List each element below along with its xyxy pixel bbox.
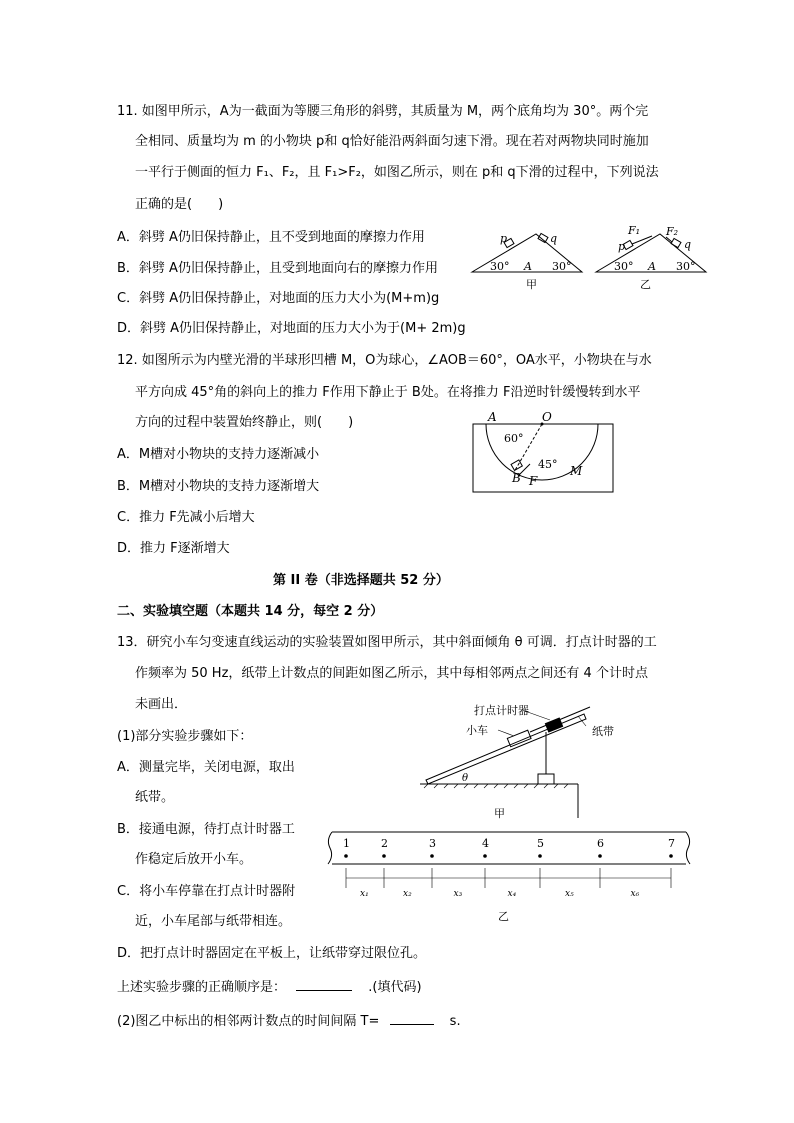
q11-figure-jia	[470, 222, 588, 292]
label-o: O	[542, 410, 552, 424]
label-angle-left: 30°	[614, 260, 634, 273]
q13-line-2: 作频率为 50 Hz，纸带上计数点的间距如图乙所示，其中每相邻两点之间还有 4 个计时点	[135, 666, 648, 681]
q13-step-c: C．将小车停靠在打点计时器附	[117, 884, 296, 899]
label-theta: θ	[462, 773, 469, 784]
q12-line-3: 方向的过程中装置始终静止，则( )	[135, 415, 354, 430]
q13-line-1: 13．研究小车匀变速直线运动的实验装置如图甲所示，其中斜面倾角 θ 可调．打点计时器的工	[117, 635, 657, 650]
interval-answer-blank[interactable]	[390, 1010, 434, 1025]
tape-point-label-7: 7	[668, 837, 675, 850]
segment-label-1: x₁	[360, 889, 369, 899]
label-angle-right: 30°	[552, 260, 572, 273]
tape-point-1	[344, 854, 348, 858]
q11-line-1: 11. 如图甲所示，A为一截面为等腰三角形的斜劈，其质量为 M，两个底角均为 30°。两个完	[117, 104, 649, 119]
segment-label-6: x₆	[630, 889, 640, 899]
car-pointer	[498, 730, 514, 736]
label-timer: 打点计时器	[474, 704, 529, 717]
label-a: A	[524, 260, 532, 273]
segment-label-2: x₂	[403, 889, 412, 899]
label-car: 小车	[466, 724, 488, 737]
caption-yi: 乙	[640, 278, 651, 291]
q13-step-b-cont: 作稳定后放开小车。	[135, 852, 253, 867]
caption-jia: 甲	[494, 807, 505, 820]
caption-jia: 甲	[526, 278, 537, 291]
label-f2: F₂	[666, 225, 679, 238]
label-p: p	[500, 232, 508, 245]
label-angle-left: 30°	[490, 260, 510, 273]
order-answer-blank[interactable]	[296, 976, 352, 991]
q13-order-question	[117, 976, 422, 997]
tape-point-5	[538, 854, 542, 858]
section-ii-heading: 二、实验填空题（本题共 14 分，每空 2 分）	[117, 604, 384, 619]
tape-point-2	[382, 854, 386, 858]
q11-line-3: 一平行于侧面的恒力 F₁、F₂，且 F₁>F₂，如图乙所示，则在 p和 q下滑的过程中，下列说法	[135, 165, 659, 180]
label-a: A	[648, 260, 656, 273]
block-b	[511, 460, 522, 471]
segment-label-3: x₃	[453, 889, 463, 899]
q13-step-b: B．接通电源，待打点计时器工	[117, 822, 295, 837]
q12-option-c: C．推力 F先减小后增大	[117, 510, 255, 525]
order-prefix: 上述实验步骤的正确顺序是：	[117, 980, 287, 995]
tape-point-6	[598, 854, 602, 858]
tape-point-label-2: 2	[381, 837, 388, 850]
q13-step-a: A．测量完毕，关闭电源，取出	[117, 760, 295, 775]
q13-line-3: 未画出．	[135, 697, 188, 712]
label-q: q	[550, 232, 558, 245]
q11-option-b: B．斜劈 A仍旧保持静止，且受到地面向右的摩擦力作用	[117, 261, 438, 276]
q13-sub1: (1)部分实验步骤如下：	[117, 729, 253, 744]
label-q: q	[684, 238, 692, 251]
order-suffix: .(填代码)	[368, 980, 422, 995]
q13-step-a-cont: 纸带。	[135, 790, 175, 805]
label-b: B	[512, 471, 521, 485]
q12-line-2: 平方向成 45°角的斜向上的推力 F作用下静止于 B处。在将推力 F沿逆时针缓慢转到水平	[135, 385, 641, 400]
q12-line-1: 12. 如图所示为内壁光滑的半球形凹槽 M，O为球心，∠AOB＝60°，OA水平，小物块在与水	[117, 353, 652, 368]
tape-point-label-6: 6	[597, 837, 604, 850]
q12-option-b: B．M槽对小物块的支持力逐渐增大	[117, 479, 320, 494]
q13-figure-apparatus	[418, 692, 618, 822]
q13-step-d: D．把打点计时器固定在平板上，让纸带穿过限位孔。	[117, 946, 427, 961]
label-60: 60°	[504, 432, 524, 445]
q13-figure-tape	[324, 826, 694, 926]
block-q	[538, 233, 548, 242]
label-p: p	[618, 240, 626, 253]
label-45: 45°	[538, 458, 558, 471]
section-ii-title: 第 II 卷（非选择题共 52 分）	[273, 573, 449, 588]
segment-label-5: x₅	[565, 889, 574, 899]
q12-option-d: D．推力 F逐渐增大	[117, 541, 230, 556]
tape-point-label-5: 5	[537, 837, 544, 850]
q13-step-c-cont: 近，小车尾部与纸带相连。	[135, 914, 292, 929]
tape-point-3	[430, 854, 434, 858]
q11-option-a: A．斜劈 A仍旧保持静止，且不受到地面的摩擦力作用	[117, 230, 425, 245]
label-tape: 纸带	[592, 725, 614, 738]
support-base	[538, 774, 554, 784]
block-q	[671, 238, 681, 247]
label-f1: F₁	[628, 224, 641, 237]
label-m: M	[570, 464, 583, 478]
q12-option-a: A．M槽对小物块的支持力逐渐减小	[117, 447, 320, 462]
interval-suffix: s.	[449, 1014, 461, 1029]
q11-line-2: 全相同、质量均为 m 的小物块 p和 q恰好能沿两斜面匀速下滑。现在若对两物块同时施加	[135, 134, 649, 149]
label-f: F	[529, 474, 538, 488]
q11-option-c: C．斜劈 A仍旧保持静止，对地面的压力大小为(M+m)g	[117, 291, 440, 306]
tape-point-label-1: 1	[343, 837, 350, 850]
tape-right-tear	[686, 832, 690, 864]
caption-yi: 乙	[498, 910, 509, 923]
q11-option-d: D．斜劈 A仍旧保持静止，对地面的压力大小为于(M+ 2m)g	[117, 321, 466, 336]
q11-figure-yi	[594, 222, 712, 292]
q12-figure-bowl	[472, 408, 614, 494]
tape-point-4	[483, 854, 487, 858]
q13-interval-question	[117, 1010, 461, 1031]
tape-point-label-4: 4	[482, 837, 489, 850]
segment-label-4: x₄	[507, 889, 517, 899]
label-angle-right: 30°	[676, 260, 696, 273]
tape-pointer	[578, 716, 586, 726]
tape-point-label-3: 3	[429, 837, 436, 850]
label-a: A	[488, 410, 497, 424]
tape-left-tear	[328, 832, 332, 864]
interval-prefix: (2)图乙中标出的相邻两计数点的时间间隔 T=	[117, 1014, 380, 1029]
q11-line-4: 正确的是( )	[135, 197, 224, 212]
tape-point-7	[669, 854, 673, 858]
